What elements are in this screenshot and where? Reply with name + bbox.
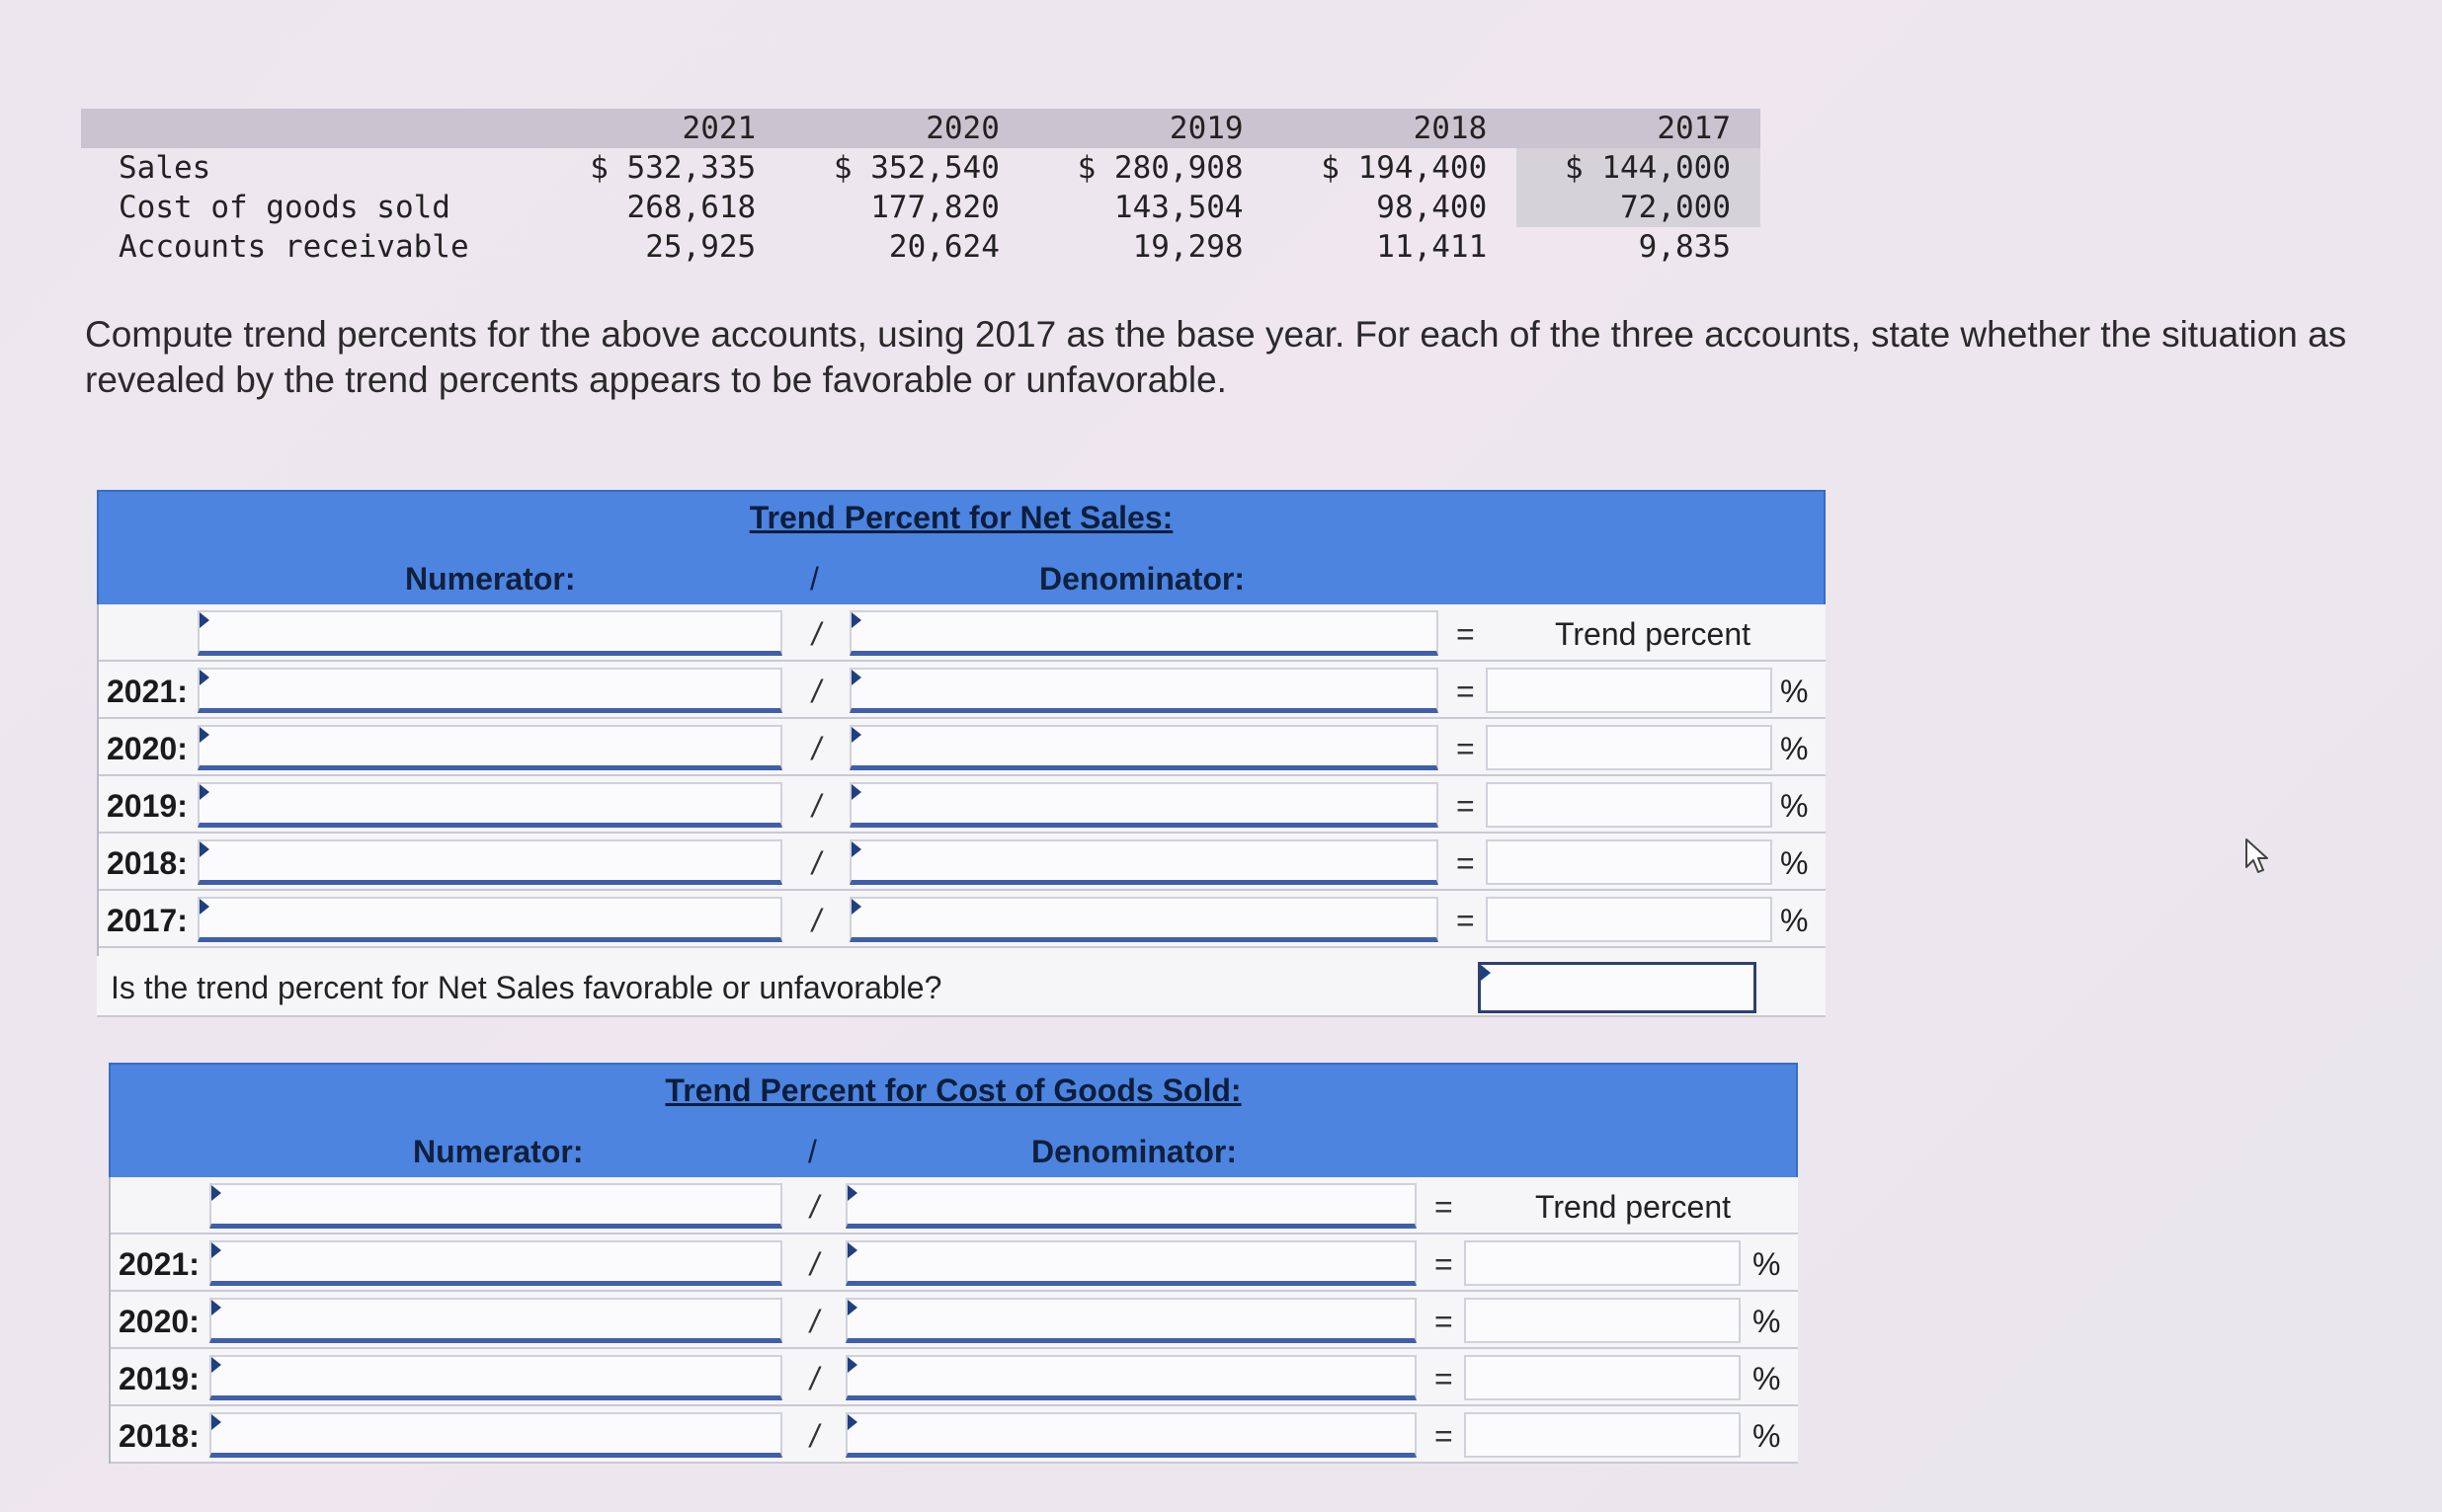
year-label: 2019: (119, 1361, 200, 1396)
account-data-table (81, 109, 1760, 267)
header-bar (97, 545, 1826, 606)
trend-percent-input[interactable] (1486, 668, 1772, 713)
year-header: 2021 (682, 111, 757, 146)
cell-value: 20,624 (888, 229, 1000, 265)
cell-value: $ 532,335 (590, 150, 757, 186)
denominator-input[interactable] (846, 1298, 1417, 1343)
percent-sign: % (1780, 731, 1809, 766)
table-row (111, 1292, 1798, 1349)
numerator-header: Numerator: (405, 561, 576, 597)
trend-percent-label: Trend percent (1555, 616, 1751, 652)
trend-percent-input[interactable] (1464, 1298, 1741, 1343)
equals: = (1456, 788, 1475, 824)
numerator-input[interactable] (209, 1298, 782, 1343)
table-row (111, 1234, 1798, 1292)
trend-percent-input[interactable] (1486, 839, 1772, 885)
equals: = (1456, 674, 1475, 709)
question-text: Compute trend percents for the above accounts, using 2017 as the base year. For each of the three accounts, state whether the situation as revealed by the trend percents appears to be favorable or unfavorable. (85, 314, 2347, 400)
year-label: 2018: (119, 1418, 200, 1454)
numerator-label-input[interactable] (209, 1183, 782, 1229)
table-row (99, 662, 1826, 719)
percent-sign: % (1752, 1304, 1781, 1339)
denominator-input[interactable] (846, 1412, 1417, 1458)
trend-percent-input[interactable] (1486, 725, 1772, 770)
table-row (99, 834, 1826, 891)
slash: / (812, 788, 821, 824)
slash: / (810, 1304, 819, 1339)
denominator-label-input[interactable] (846, 1183, 1417, 1229)
row-label: Cost of goods sold (119, 190, 450, 225)
header-bar (109, 1118, 1798, 1179)
denominator-header: Denominator: (1039, 561, 1245, 597)
cell-value: 98,400 (1376, 190, 1488, 225)
mouse-pointer-icon (2244, 837, 2270, 875)
cell-value: 72,000 (1516, 188, 1760, 227)
net-sales-trend-table (97, 490, 1826, 1013)
denominator-header: Denominator: (1031, 1134, 1237, 1169)
numerator-input[interactable] (209, 1240, 782, 1286)
favorable-question: Is the trend percent for Net Sales favorable or unfavorable? (111, 970, 942, 1005)
slash: / (812, 616, 821, 652)
equals: = (1456, 731, 1475, 766)
numerator-input[interactable] (209, 1355, 782, 1400)
header-input-row (99, 604, 1826, 662)
year-label: 2021: (107, 674, 188, 709)
table-row (99, 776, 1826, 834)
row-label: Accounts receivable (119, 229, 469, 265)
denominator-input[interactable] (850, 782, 1438, 828)
slash: / (812, 845, 821, 881)
equals: = (1456, 616, 1475, 652)
denominator-input[interactable] (846, 1240, 1417, 1286)
slash: / (810, 1189, 819, 1225)
numerator-input[interactable] (198, 668, 782, 713)
year-header: 2020 (926, 111, 1000, 146)
slash-header: / (810, 561, 819, 597)
cell-value: 177,820 (870, 190, 1000, 225)
numerator-input[interactable] (209, 1412, 782, 1458)
slash: / (810, 1418, 819, 1454)
denominator-input[interactable] (850, 725, 1438, 770)
numerator-input[interactable] (198, 782, 782, 828)
cell-value: 11,411 (1376, 229, 1488, 265)
percent-sign: % (1780, 788, 1809, 824)
table-row (81, 227, 1760, 267)
header-input-row (111, 1177, 1798, 1234)
cell-value: 9,835 (1638, 229, 1731, 265)
slash-header: / (808, 1134, 817, 1169)
trend-percent-input[interactable] (1486, 897, 1772, 942)
slash: / (810, 1361, 819, 1396)
equals: = (1456, 903, 1475, 938)
table-row (99, 719, 1826, 776)
cell-value: $ 280,908 (1077, 150, 1244, 186)
cell-value: $ 144,000 (1516, 148, 1760, 188)
numerator-input[interactable] (198, 839, 782, 885)
favorable-question-row (97, 956, 1826, 1017)
table-row (111, 1406, 1798, 1464)
equals: = (1434, 1361, 1453, 1396)
cell-value: 143,504 (1113, 190, 1244, 225)
cell-value: 19,298 (1132, 229, 1244, 265)
trend-percent-input[interactable] (1464, 1412, 1741, 1458)
percent-sign: % (1752, 1361, 1781, 1396)
cell-value: $ 352,540 (833, 150, 1000, 186)
table-row (81, 148, 1760, 188)
cell-value: 268,618 (626, 190, 757, 225)
equals: = (1434, 1246, 1453, 1282)
year-header-row (81, 109, 1760, 148)
year-header: 2018 (1413, 111, 1488, 146)
year-label: 2020: (107, 731, 188, 766)
cogs-trend-table (109, 1063, 1798, 1458)
slash: / (810, 1246, 819, 1282)
trend-percent-label: Trend percent (1535, 1189, 1732, 1225)
year-label: 2018: (107, 845, 188, 881)
denominator-input[interactable] (846, 1355, 1417, 1400)
year-label: 2021: (119, 1246, 200, 1282)
numerator-label-input[interactable] (198, 610, 782, 656)
percent-sign: % (1780, 845, 1809, 881)
table-row (81, 188, 1760, 227)
equals: = (1456, 845, 1475, 881)
equals: = (1434, 1418, 1453, 1454)
input-grid (109, 1177, 1798, 1464)
year-label: 2019: (107, 788, 188, 824)
header-spacer (81, 109, 542, 148)
percent-sign: % (1752, 1246, 1781, 1282)
equals: = (1434, 1304, 1453, 1339)
year-header: 2017 (1657, 111, 1731, 146)
denominator-input[interactable] (850, 668, 1438, 713)
trend-percent-input[interactable] (1486, 782, 1772, 828)
input-grid (97, 604, 1826, 956)
trend-percent-input[interactable] (1464, 1240, 1741, 1286)
table-title: Trend Percent for Net Sales: (749, 500, 1174, 535)
cell-value: 25,925 (645, 229, 757, 265)
denominator-label-input[interactable] (850, 610, 1438, 656)
numerator-header: Numerator: (413, 1134, 584, 1169)
numerator-input[interactable] (198, 725, 782, 770)
equals: = (1434, 1189, 1453, 1225)
year-label: 2020: (119, 1304, 200, 1339)
numerator-input[interactable] (198, 897, 782, 942)
table-row (111, 1349, 1798, 1406)
percent-sign: % (1752, 1418, 1781, 1454)
denominator-input[interactable] (850, 897, 1438, 942)
year-header: 2019 (1169, 111, 1244, 146)
percent-sign: % (1780, 674, 1809, 709)
table-title: Trend Percent for Cost of Goods Sold: (665, 1073, 1242, 1108)
slash: / (812, 674, 821, 709)
row-label: Sales (119, 150, 211, 186)
percent-sign: % (1780, 903, 1809, 938)
slash: / (812, 731, 821, 766)
slash: / (812, 903, 821, 938)
trend-percent-input[interactable] (1464, 1355, 1741, 1400)
cell-value: $ 194,400 (1321, 150, 1488, 186)
denominator-input[interactable] (850, 839, 1438, 885)
table-row (99, 891, 1826, 948)
favorable-unfavorable-select[interactable] (1478, 962, 1756, 1013)
year-label: 2017: (107, 903, 188, 938)
